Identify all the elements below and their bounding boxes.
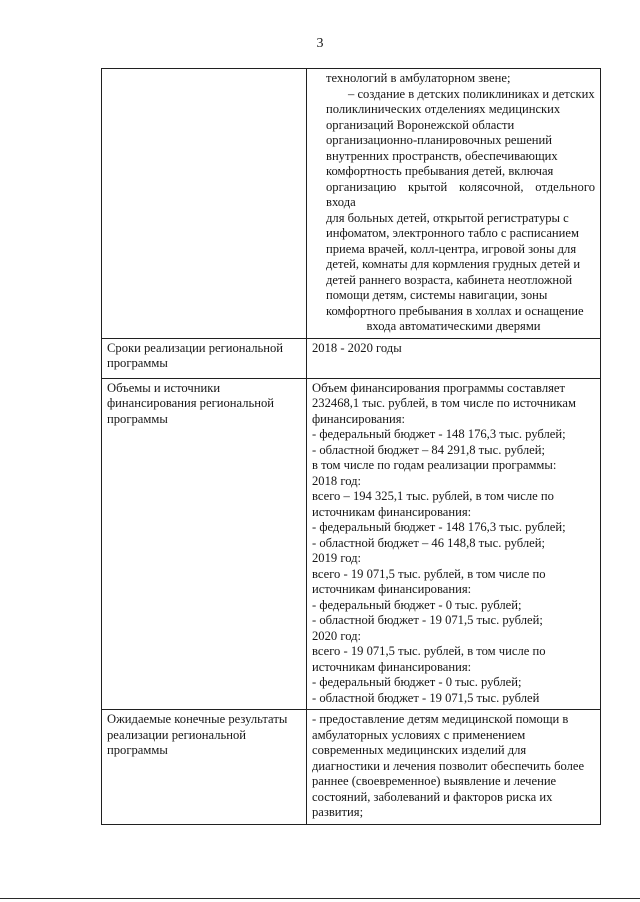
value-line: 2020 год: (312, 628, 362, 643)
row-value-cell (307, 338, 601, 378)
value-line: всего - 19 071,5 тыс. рублей, в том числе по (312, 566, 546, 581)
value-line: - федеральный бюджет - 148 176,3 тыс. рублей; (312, 427, 566, 441)
row-value-cell (307, 710, 601, 825)
value-line: развития; (312, 805, 364, 819)
value-line: 2018 - 2020 годы (312, 340, 402, 355)
program-passport-table (101, 68, 601, 825)
table-row (102, 378, 601, 710)
value-line: инфоматом, электронного табло с расписанием (326, 226, 579, 240)
row-value-cell (307, 378, 601, 710)
value-line: амбулаторных условиях с применением (312, 727, 526, 742)
row-label-cell: Ожидаемые конечные результаты реализации региональной программы (102, 710, 307, 825)
table-row (102, 338, 601, 378)
value-line: источникам финансирования: (312, 582, 472, 596)
value-line: внутренних пространств, обеспечивающих (326, 148, 558, 163)
value-line: детей раннего возраста, кабинета неотложной (326, 272, 573, 287)
value-line: детей, комнаты для кормления грудных детей и (326, 257, 581, 271)
value-line: - областной бюджет – 84 291,8 тыс. рублей; (312, 442, 545, 457)
value-line: современных медицинских изделий для (312, 743, 527, 757)
value-line: - областной бюджет - 19 071,5 тыс. рублей; (312, 613, 543, 627)
value-line: организационно-планировочных решений (326, 133, 553, 147)
value-line: в том числе по годам реализации программы: (312, 458, 557, 472)
value-line: источникам финансирования: (312, 504, 472, 519)
row-label-cell: Сроки реализации региональной программы (102, 338, 307, 378)
value-line: 232468,1 тыс. рублей, в том числе по источникам (312, 396, 576, 410)
value-line: входа автоматическими дверями (366, 319, 541, 333)
value-line: для больных детей, открытой регистратуры с (326, 210, 569, 225)
row-value-cell (307, 69, 601, 339)
table-row (102, 69, 601, 339)
value-line: источникам финансирования: (312, 659, 472, 674)
value-line: – создание в детских поликлиниках и детских (348, 86, 595, 101)
page-bottom-rule (0, 898, 640, 899)
row-label-cell: Объемы и источники финансирования региональной программы (102, 378, 307, 710)
value-line: поликлинических отделениях медицинских (326, 102, 561, 116)
page-number: 3 (316, 36, 324, 51)
value-line: - федеральный бюджет - 0 тыс. рублей; (312, 675, 522, 689)
value-line: раннее (своевременное) выявление и лечение (312, 774, 557, 788)
value-line: - предоставление детям медицинской помощи в (312, 712, 569, 726)
value-line: диагностики и лечения позволит обеспечить более (312, 758, 585, 773)
value-line: состояний, заболеваний и факторов риска их (312, 789, 553, 804)
value-line: комфортность пребывания детей, включая (326, 164, 554, 178)
value-line: 2019 год: (312, 551, 362, 565)
value-line: всего – 194 325,1 тыс. рублей, в том числе по (312, 489, 554, 503)
value-line: всего - 19 071,5 тыс. рублей, в том числе по (312, 644, 546, 658)
value-line: приема врачей, колл-центра, игровой зоны для (326, 241, 577, 256)
value-line: - федеральный бюджет - 148 176,3 тыс. рублей; (312, 520, 566, 534)
value-line: финансирования: (312, 411, 406, 426)
value-line: организаций Воронежской области (326, 117, 515, 132)
value-line: комфортного пребывания в холлах и оснащение (326, 303, 584, 318)
table-row (102, 710, 601, 825)
value-line: помощи детям, системы навигации, зоны (326, 288, 548, 302)
row-label-cell (102, 69, 307, 339)
value-line: - федеральный бюджет - 0 тыс. рублей; (312, 597, 522, 612)
value-line: 2018 год: (312, 473, 362, 488)
value-line: организацию крытой колясочной, отдельного входа (326, 179, 595, 209)
value-line: технологий в амбулаторном звене; (326, 71, 511, 85)
value-line: - областной бюджет - 19 071,5 тыс. рублей (312, 690, 540, 705)
value-line: Объем финансирования программы составляет (312, 380, 566, 395)
value-line: - областной бюджет – 46 148,8 тыс. рублей; (312, 535, 545, 550)
